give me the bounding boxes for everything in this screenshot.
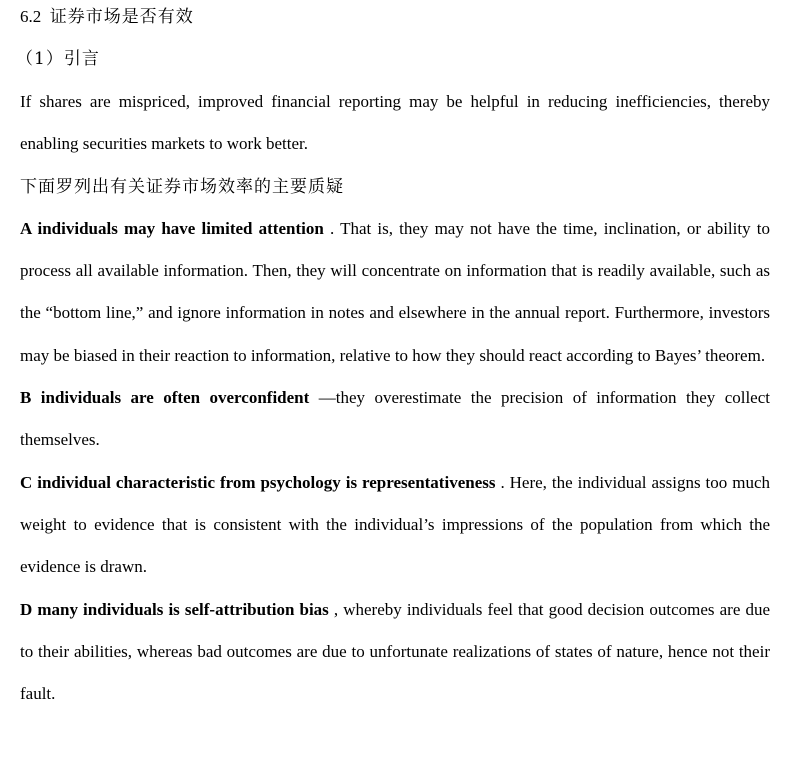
critique-item-d bbox=[20, 589, 770, 716]
critique-term-b: B individuals are often overconfident bbox=[20, 388, 310, 408]
critique-term-c: C individual characteristic from psychology is representativeness bbox=[20, 472, 496, 492]
critique-item-a bbox=[20, 208, 770, 377]
subsection-number: （1） bbox=[16, 49, 64, 69]
critique-term-a: A individuals may have limited attention bbox=[20, 218, 324, 238]
section-heading bbox=[20, 5, 194, 29]
subsection-title: 引言 bbox=[63, 49, 100, 69]
critique-item-c bbox=[20, 462, 770, 589]
subsection-heading bbox=[16, 47, 100, 71]
critique-text-c: . Here, the individual assigns too much weight to evidence that is consistent with the individual’s impressions of the population from which the evidence is drawn. bbox=[20, 472, 770, 577]
intro-paragraph: If shares are mispriced, improved financial reporting may be helpful in reducing inefficiencies, thereby enabling securities markets to work better. bbox=[20, 92, 770, 154]
critique-text-a: . That is, they may not have the time, inclination, or ability to process all available information. Then, they will concentrate on information that is readily available, such as the “bottom line,” and ignore information in notes and elsewhere in the annual report. Furthermore, investors may be biased in their reaction to information, relative to how they should react according to Bayes’ theorem. bbox=[20, 218, 770, 365]
critique-term-d: D many individuals is self-attribution bias bbox=[20, 599, 329, 619]
section-title: 证券市场是否有效 bbox=[49, 7, 194, 27]
body-content bbox=[20, 81, 770, 715]
section-number: 6.2 bbox=[20, 7, 42, 26]
critique-text-b: —they overestimate the precision of information they collect themselves. bbox=[20, 388, 770, 450]
critique-item-b bbox=[20, 377, 770, 462]
list-intro: 下面罗列出有关证券市场效率的主要质疑 bbox=[20, 176, 344, 197]
critique-text-d: , whereby individuals feel that good decision outcomes are due to their abilities, whereas bad outcomes are due to unfortunate realizations of states of nature, hence not their fault. bbox=[20, 599, 770, 704]
